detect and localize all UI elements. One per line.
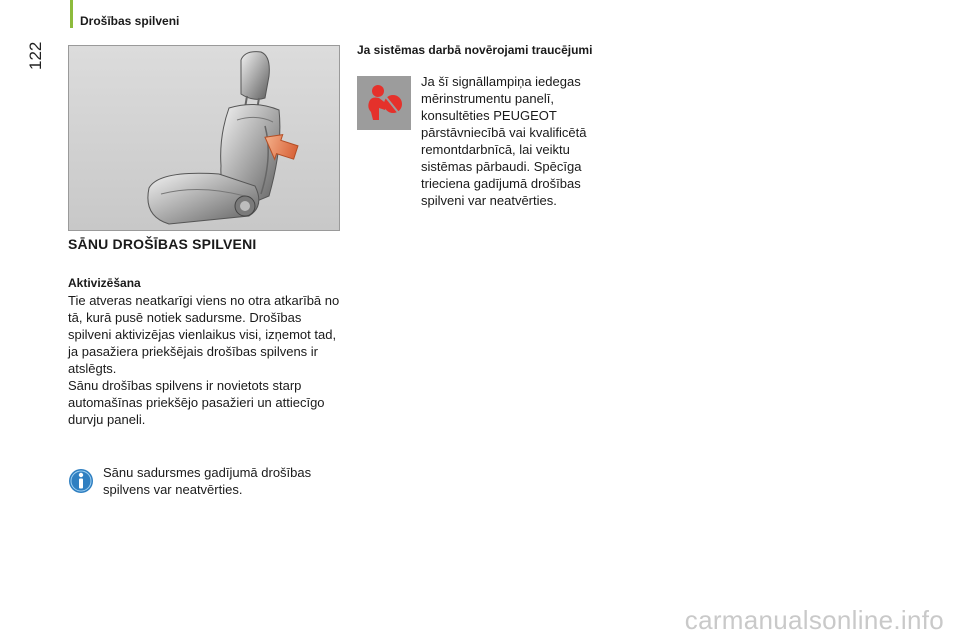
- seat-side-airbag-illustration: [69, 46, 339, 230]
- seat-airbag-figure: [68, 45, 340, 231]
- malfunction-text: Ja šī signāllampiņa iedegas mērinstrumentu panelī, konsultēties PEUGEOT pārstāvniecībā vai kvalificētā remontdarbnīcā, lai veiktu sistēmas pārbaudi. Spēcīga trieciena gadījumā drošības spilveni var neatvērties.: [421, 74, 587, 208]
- section-title: Drošības spilveni: [80, 14, 180, 28]
- activation-subheading: Aktivizēšana: [68, 276, 141, 290]
- info-note-text: Sānu sadursmes gadījumā drošības spilvens var neatvērties.: [103, 465, 312, 497]
- info-icon: [68, 468, 94, 494]
- activation-paragraph: Tie atveras neatkarīgi viens no otra atkarībā no tā, kurā pusē notiek sadursme. Drošības spilveni aktivizējas vienlaikus visi, izņemot tad, ja pasažiera priekšējais drošības spilvens ir atslēgts. Sānu drošības spilvens ir novietots starp automašīnas priekšējo pasažieri un attiecīgo durvju paneli.: [68, 293, 340, 427]
- airbag-warning-icon: [357, 76, 411, 130]
- malfunction-heading: Ja sistēmas darbā novērojami traucējumi: [357, 43, 593, 57]
- section-accent-bar: [70, 0, 73, 28]
- watermark: carmanualsonline.info: [684, 605, 944, 635]
- page-number: 122: [26, 41, 45, 70]
- side-airbags-heading: SĀNU DROŠĪBAS SPILVENI: [68, 236, 257, 252]
